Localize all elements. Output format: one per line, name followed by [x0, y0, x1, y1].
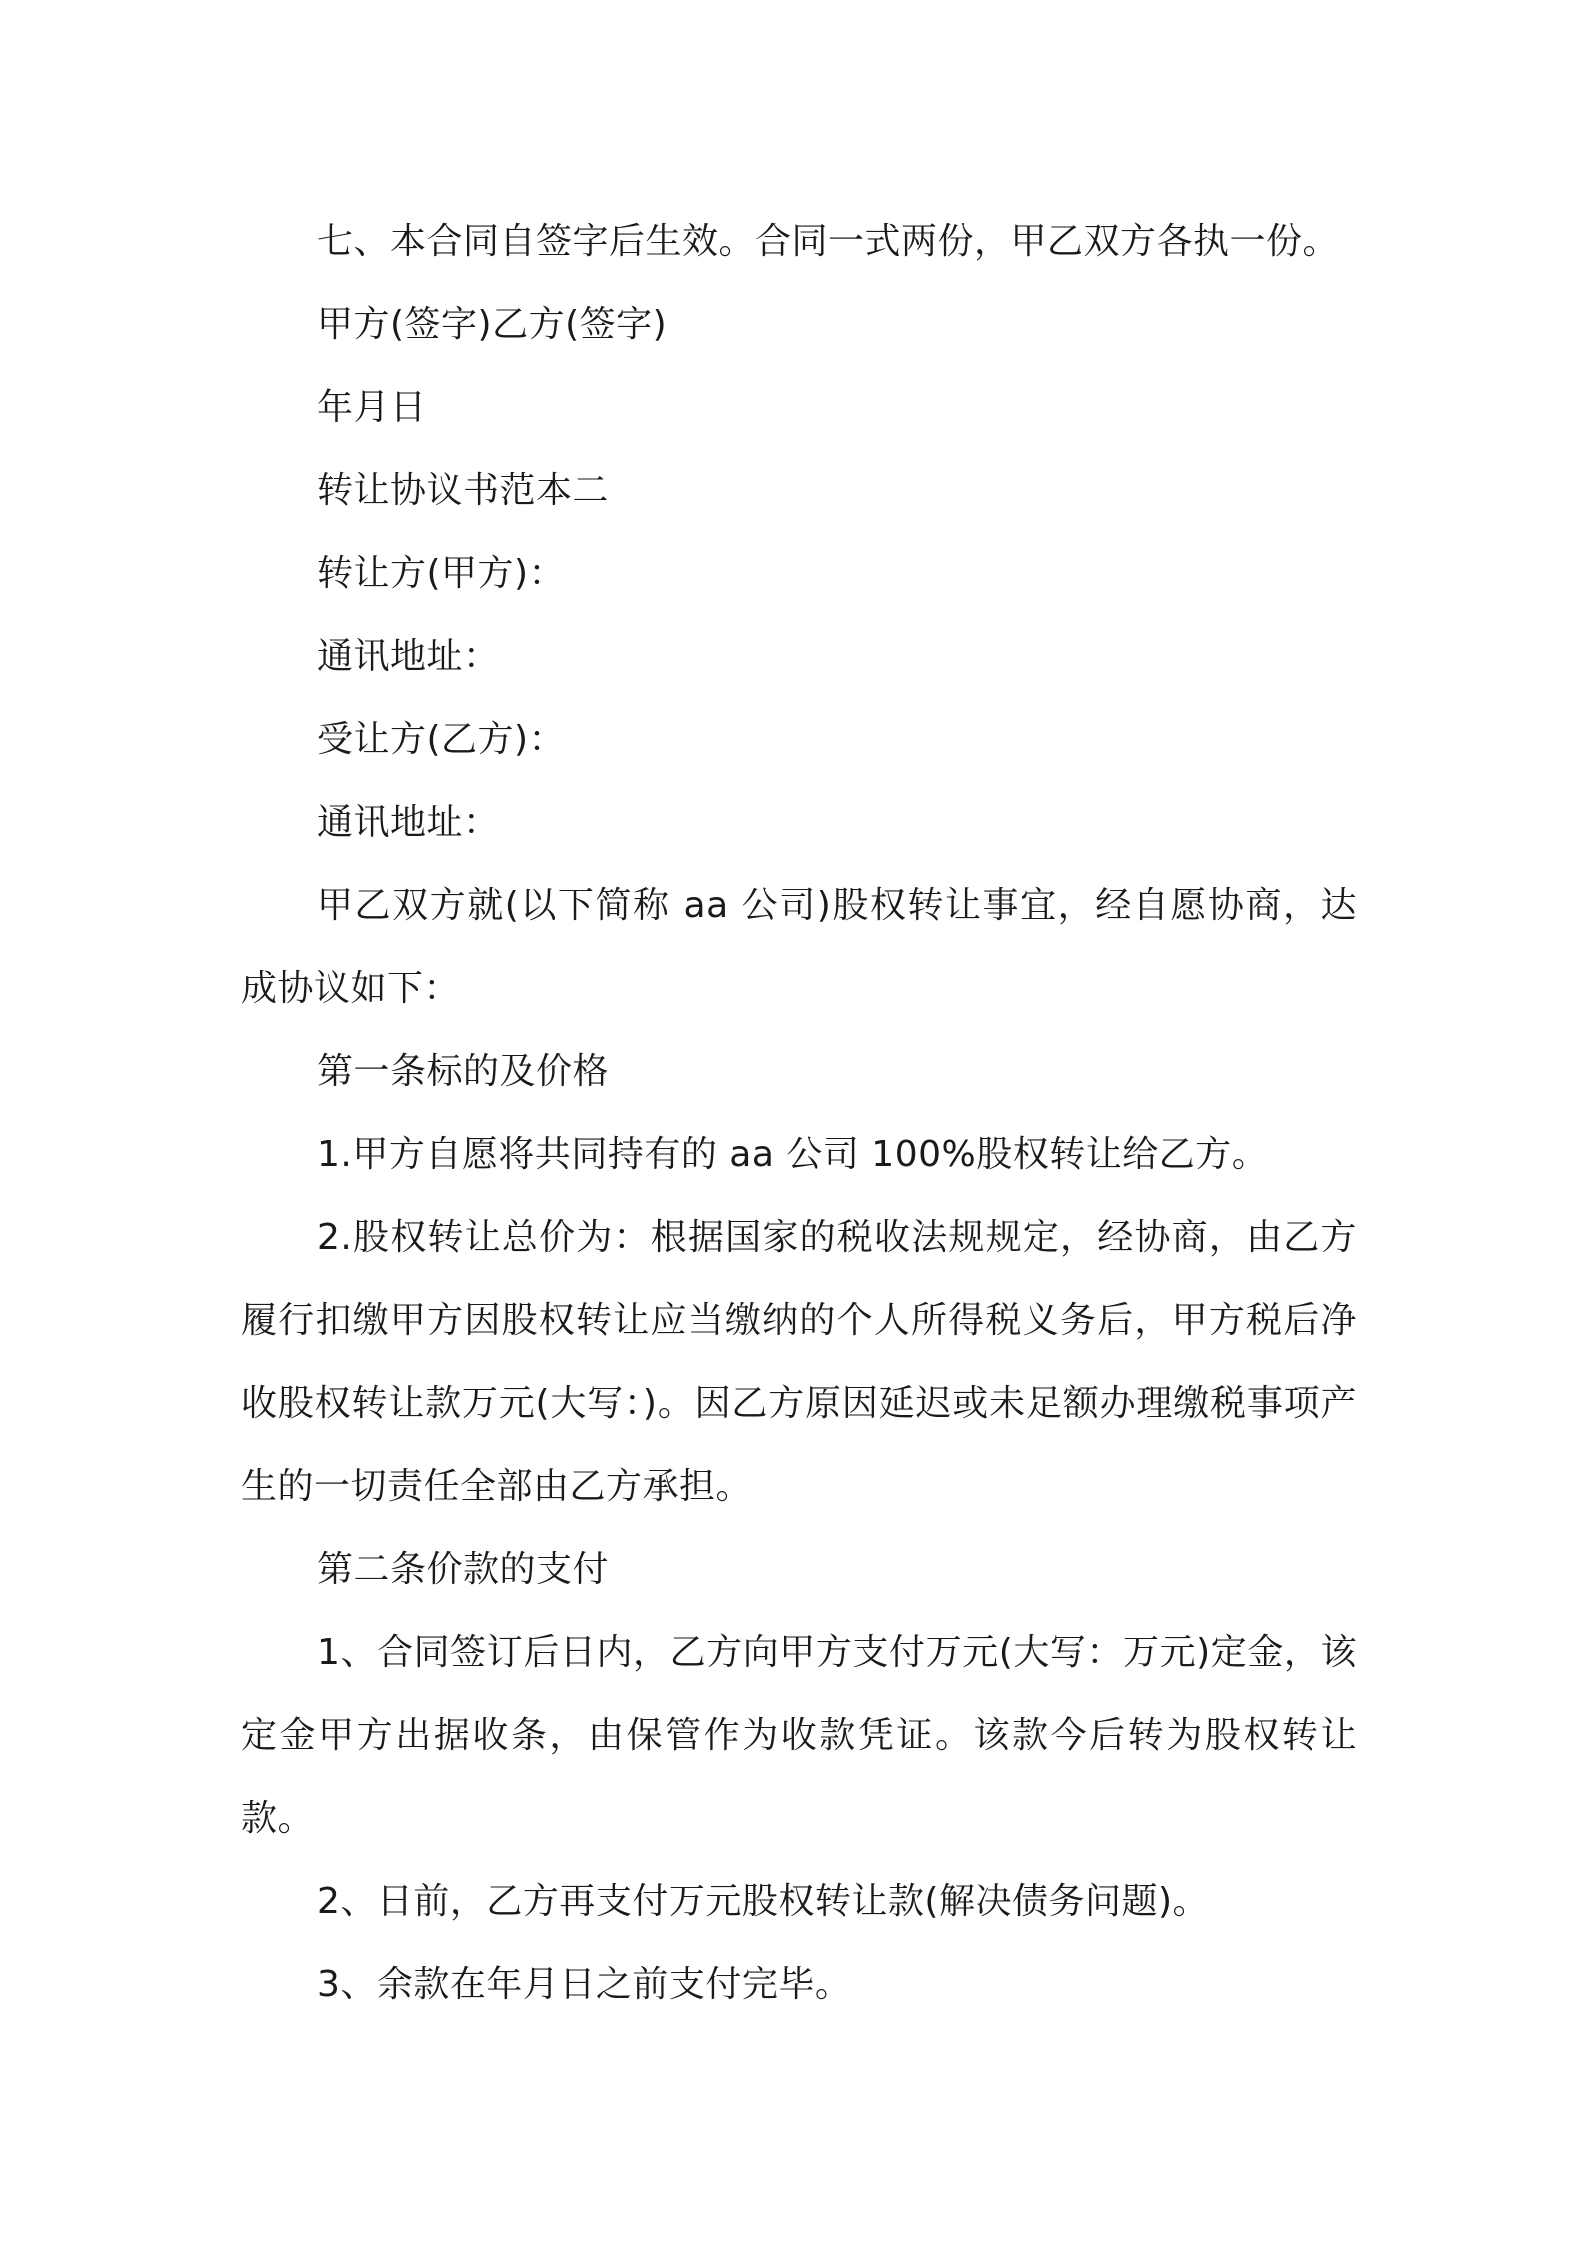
article-one-item-2: 2.股权转让总价为：根据国家的税收法规规定，经协商，由乙方履行扣缴甲方因股权转让应当缴纳的个人所得税义务后，甲方税后净收股权转让款万元(大写：)。因乙方原因延迟或未足额办理缴税事项产生的一切责任全部由乙方承担。 [241, 1217, 1357, 1507]
article-two-heading: 第二条价款的支付 [317, 1549, 610, 1590]
signature-line: 甲方(签字)乙方(签字) [317, 304, 668, 345]
clause-effective: 七、本合同自签字后生效。合同一式两份，甲乙双方各执一份。 [317, 221, 1340, 262]
template-title: 转让协议书范本二 [317, 470, 610, 511]
transferor-address-label: 通讯地址： [317, 636, 500, 677]
article-two-item-2: 2、日前，乙方再支付万元股权转让款(解决债务问题)。 [317, 1881, 1209, 1922]
article-two-item-3: 3、余款在年月日之前支付完毕。 [317, 1964, 852, 2005]
article-two-item-1: 1、合同签订后日内，乙方向甲方支付万元(大写：万元)定金，该定金甲方出据收条，由保管作为收款凭证。该款今后转为股权转让款。 [241, 1632, 1357, 1839]
transferee-address-label: 通讯地址： [317, 802, 500, 843]
document-body [241, 200, 1357, 2026]
article-one-heading: 第一条标的及价格 [317, 1051, 610, 1092]
transferee-label: 受让方(乙方)： [317, 719, 566, 760]
article-one-item-1: 1.甲方自愿将共同持有的 aa 公司 100%股权转让给乙方。 [317, 1134, 1269, 1175]
agreement-intro: 甲乙双方就(以下简称 aa 公司)股权转让事宜，经自愿协商，达成协议如下： [241, 885, 1357, 1009]
date-line: 年月日 [317, 387, 427, 428]
transferor-label: 转让方(甲方)： [317, 553, 566, 594]
